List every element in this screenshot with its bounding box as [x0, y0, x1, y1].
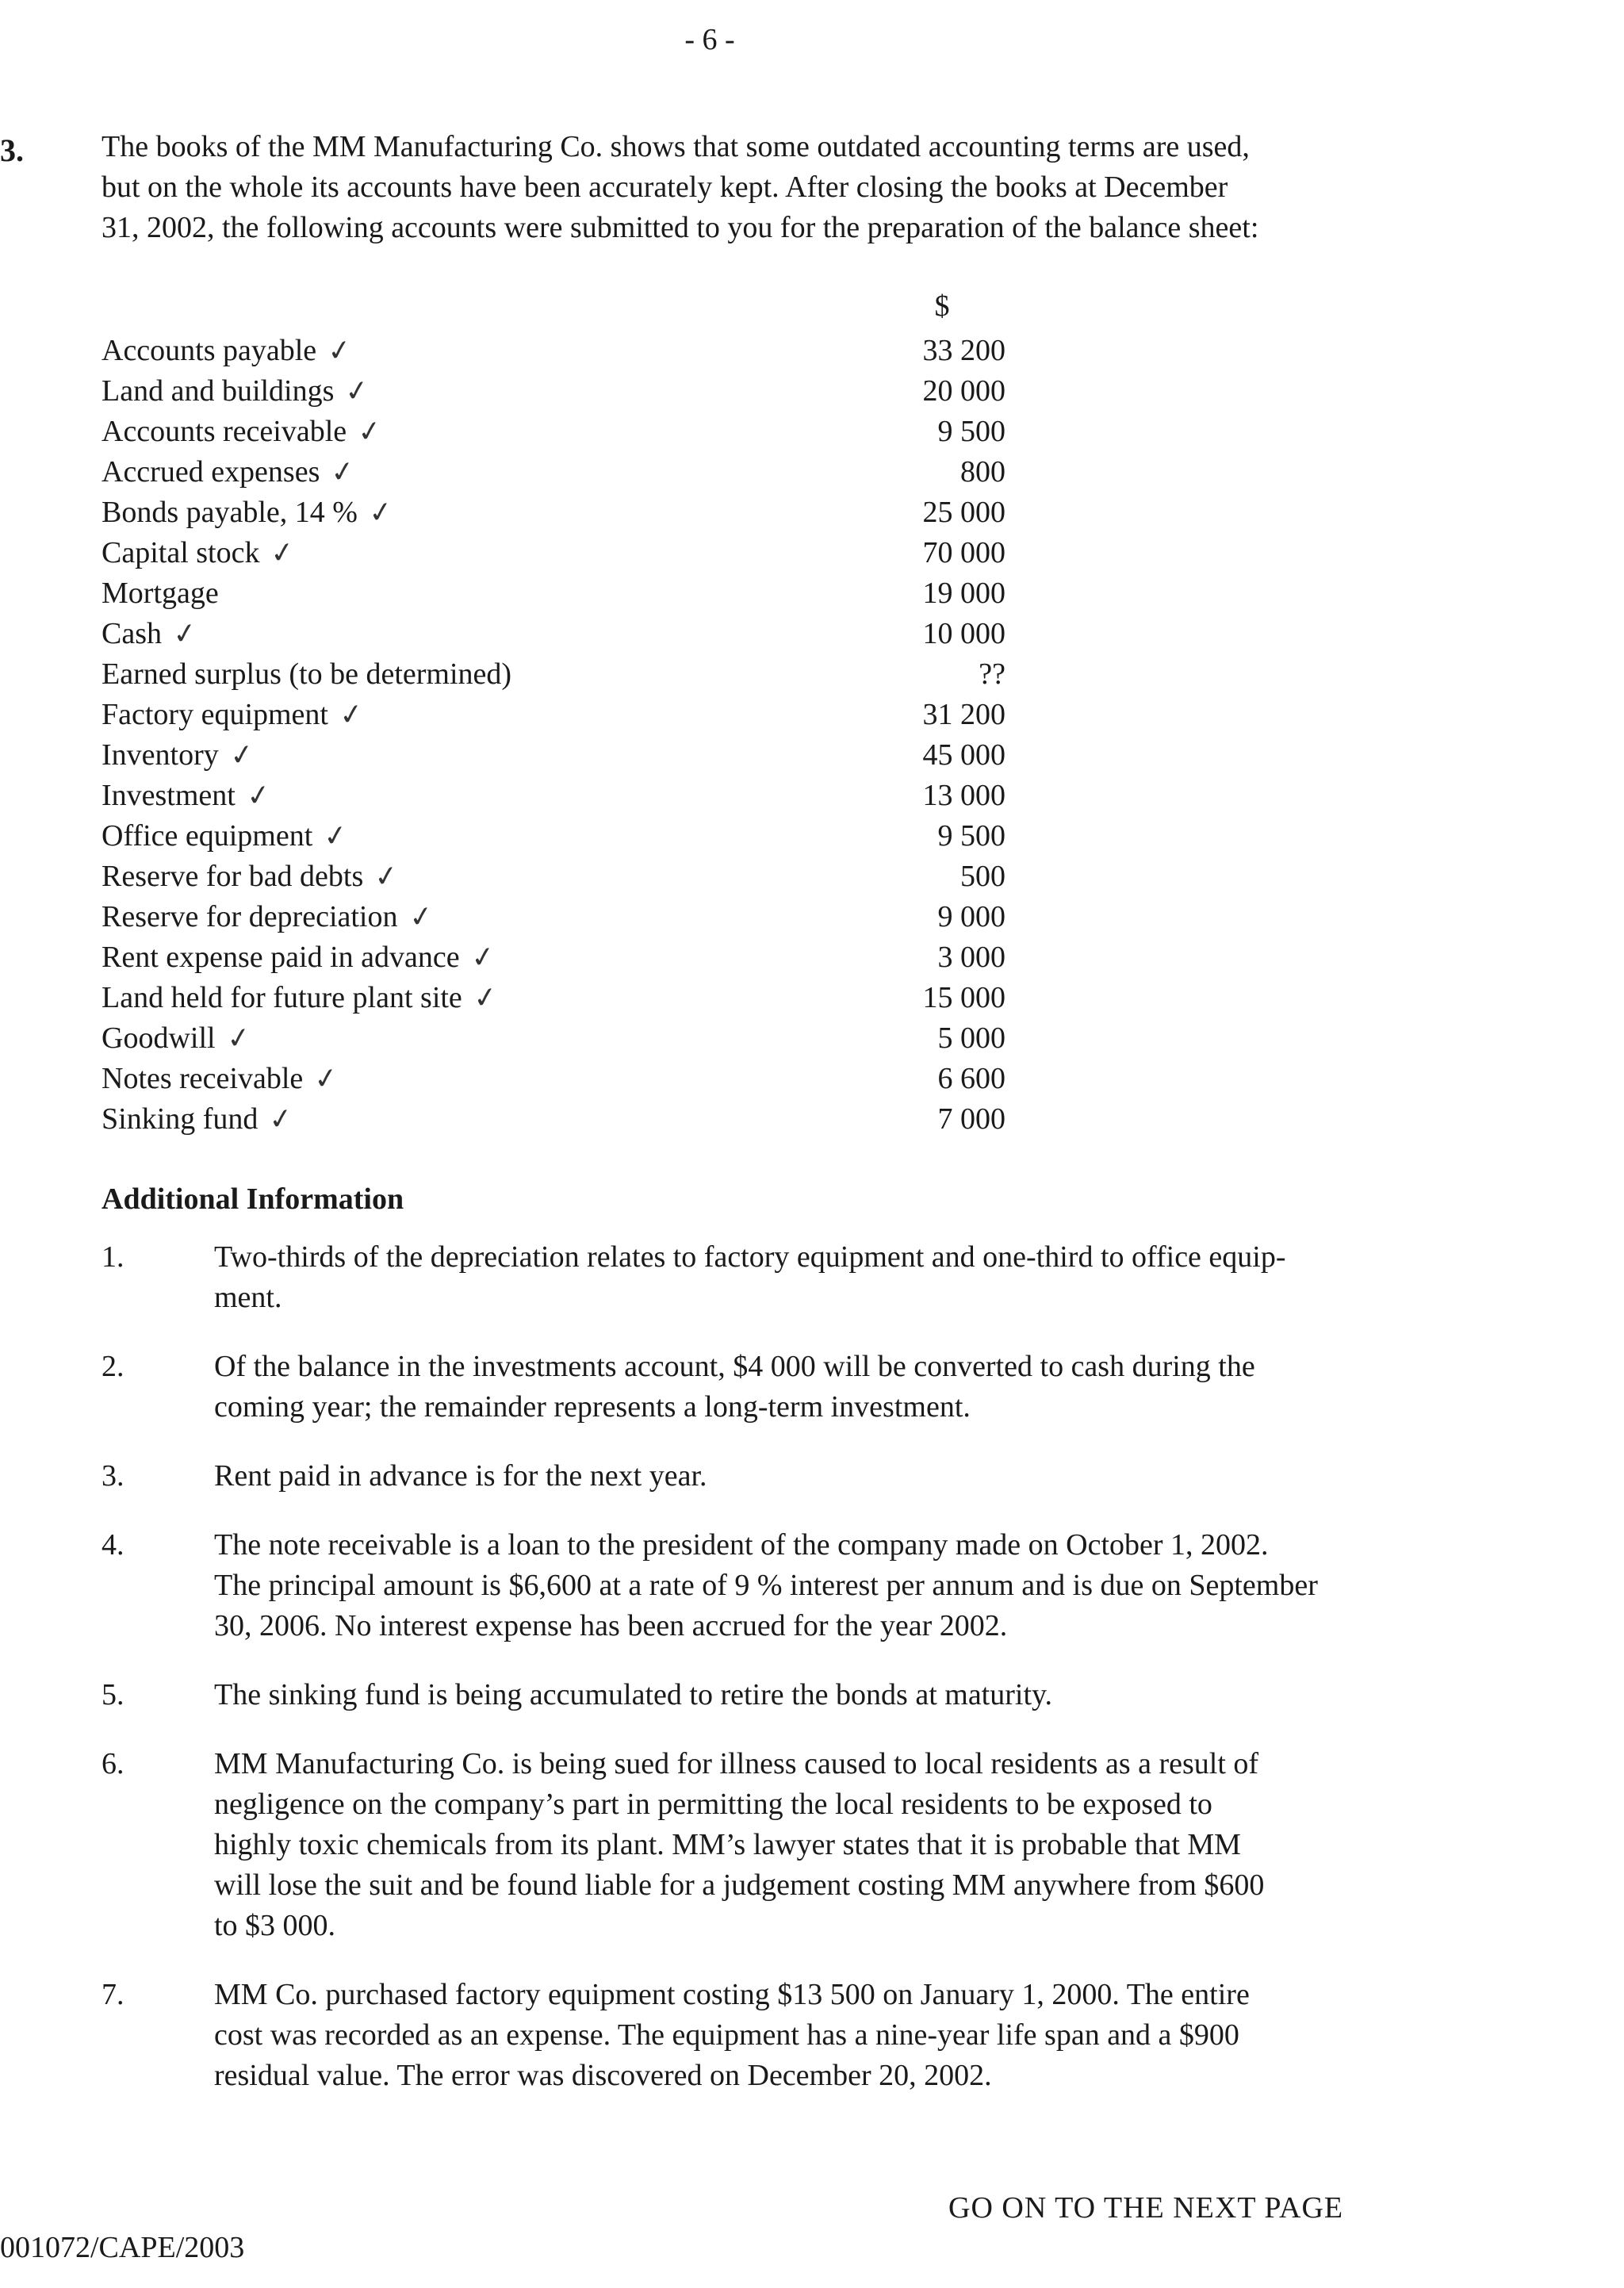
account-name	[102, 858, 401, 894]
account-row	[102, 653, 1005, 694]
account-amount: 45 000	[922, 738, 1005, 772]
account-label: Sinking fund	[102, 1102, 259, 1136]
check-mark-icon: ✓	[337, 696, 366, 732]
account-label: Rent expense paid in advance	[102, 940, 460, 974]
check-mark-icon: ✓	[328, 454, 358, 489]
account-row	[102, 492, 1005, 532]
account-label: Goodwill	[102, 1021, 216, 1055]
account-label: Accrued expenses	[102, 454, 320, 489]
account-row	[102, 370, 1005, 411]
check-mark-icon: ✓	[325, 332, 354, 368]
account-row	[102, 1098, 1005, 1139]
account-label: Capital stock	[102, 535, 260, 569]
currency-symbol: $	[934, 289, 950, 323]
info-number: 4.	[102, 1528, 124, 1562]
check-mark-icon: ✓	[406, 899, 435, 934]
account-name	[102, 940, 495, 975]
account-row	[102, 613, 1005, 653]
account-amount: 9 000	[937, 899, 1005, 933]
account-label: Investment	[102, 778, 236, 812]
account-name	[102, 738, 254, 772]
account-amount: 33 200	[922, 333, 1005, 367]
account-amount: 25 000	[922, 495, 1005, 529]
account-name	[102, 657, 511, 692]
account-label: Earned surplus (to be determined)	[102, 657, 512, 691]
account-list	[102, 330, 1005, 1139]
info-line: highly toxic chemicals from its plant. MM’s lawyer states that it is probable that MM	[214, 1828, 1241, 1861]
intro-line: The books of the MM Manufacturing Co. shows that some outdated accounting terms are used,	[102, 130, 1250, 163]
next-page-notice: GO ON TO THE NEXT PAGE	[948, 2191, 1344, 2225]
info-line: MM Manufacturing Co. is being sued for illness caused to local residents as a result of	[214, 1747, 1259, 1780]
account-row	[102, 411, 1005, 451]
account-label: Accounts payable	[102, 333, 317, 367]
intro-line: 31, 2002, the following accounts were submitted to you for the preparation of the balance sheet:	[102, 211, 1259, 244]
info-number: 2.	[102, 1350, 124, 1383]
account-row	[102, 694, 1005, 734]
account-row	[102, 330, 1005, 370]
account-label: Bonds payable, 14 %	[102, 495, 358, 529]
info-line: Of the balance in the investments account, $4 000 will be converted to cash during the	[214, 1350, 1255, 1383]
account-name	[102, 1021, 251, 1056]
intro-line: but on the whole its accounts have been accurately kept. After closing the books at December	[102, 171, 1228, 204]
info-text	[214, 1675, 1450, 1715]
additional-info-heading: Additional Information	[102, 1182, 404, 1216]
account-row	[102, 775, 1005, 815]
account-name	[102, 696, 366, 732]
account-label: Land held for future plant site	[102, 980, 462, 1014]
account-row	[102, 856, 1005, 896]
account-label: Mortgage	[102, 576, 219, 610]
check-mark-icon: ✓	[366, 494, 395, 530]
check-mark-icon: ✓	[312, 1060, 341, 1096]
account-name	[102, 495, 393, 530]
currency-header	[823, 289, 982, 324]
info-text	[214, 1744, 1450, 1946]
exam-code: 001072/CAPE/2003	[0, 2231, 245, 2264]
account-label: Land and buildings	[102, 374, 335, 408]
check-mark-icon: ✓	[224, 1020, 253, 1056]
account-amount: 3 000	[937, 940, 1005, 974]
account-name	[102, 332, 354, 368]
account-label: Inventory	[102, 738, 219, 772]
info-item	[102, 1237, 1450, 1318]
info-line: negligence on the company’s part in permitting the local residents to be exposed to	[214, 1788, 1212, 1821]
info-number: 7.	[102, 1978, 124, 2011]
account-row	[102, 815, 1005, 856]
info-text	[214, 1456, 1450, 1497]
account-name	[102, 818, 350, 853]
info-text	[214, 1975, 1450, 2096]
account-amount: 500	[960, 859, 1005, 893]
check-mark-icon: ✓	[471, 979, 500, 1015]
info-text	[214, 1347, 1450, 1428]
check-mark-icon: ✓	[321, 818, 350, 853]
info-text	[214, 1237, 1450, 1318]
account-name	[102, 979, 500, 1015]
info-line: to $3 000.	[214, 1909, 336, 1942]
info-line: coming year; the remainder represents a long-term investment.	[214, 1390, 971, 1424]
info-line: residual value. The error was discovered on December 20, 2002.	[214, 2059, 992, 2092]
info-number: 1.	[102, 1240, 124, 1274]
account-label: Reserve for bad debts	[102, 859, 364, 893]
check-mark-icon: ✓	[372, 858, 401, 894]
page-number: - 6 -	[684, 23, 735, 56]
account-name	[102, 535, 295, 570]
account-name	[102, 616, 197, 651]
question-number: 3.	[0, 132, 24, 168]
info-line: Two-thirds of the depreciation relates to factory equipment and one-third to office equip-	[214, 1240, 1286, 1274]
info-item	[102, 1675, 1450, 1715]
account-label: Cash	[102, 616, 162, 650]
account-amount: 10 000	[922, 616, 1005, 650]
account-name	[102, 899, 433, 934]
info-line: The sinking fund is being accumulated to retire the bonds at maturity.	[214, 1678, 1053, 1711]
info-line: cost was recorded as an expense. The equipment has a nine-year life span and a $900	[214, 2018, 1239, 2052]
account-row	[102, 977, 1005, 1018]
check-mark-icon: ✓	[468, 939, 497, 975]
check-mark-icon: ✓	[228, 737, 256, 772]
check-mark-icon: ✓	[266, 1101, 296, 1136]
info-line: Rent paid in advance is for the next year.	[214, 1459, 707, 1493]
account-amount: 15 000	[922, 980, 1005, 1014]
account-name	[102, 1101, 296, 1136]
account-name	[102, 1060, 341, 1096]
account-amount: 20 000	[922, 374, 1005, 408]
account-name	[102, 777, 273, 813]
info-line: The note receivable is a loan to the president of the company made on October 1, 2002.	[214, 1528, 1269, 1562]
account-amount: 13 000	[922, 778, 1005, 812]
info-number: 3.	[102, 1459, 124, 1493]
account-amount: 9 500	[937, 818, 1005, 853]
info-line: ment.	[214, 1281, 282, 1314]
account-amount: 70 000	[922, 535, 1005, 569]
account-name	[102, 413, 384, 449]
check-mark-icon: ✓	[343, 373, 372, 408]
account-name	[102, 454, 358, 489]
account-row	[102, 1058, 1005, 1098]
account-label: Accounts receivable	[102, 414, 347, 448]
additional-info-list	[102, 1237, 1450, 2125]
account-label: Reserve for depreciation	[102, 899, 398, 933]
info-item	[102, 1975, 1450, 2096]
info-line: The principal amount is $6,600 at a rate of 9 % interest per annum and is due on September	[214, 1569, 1318, 1602]
account-name	[102, 576, 219, 611]
account-row	[102, 937, 1005, 977]
info-item	[102, 1347, 1450, 1428]
account-name	[102, 374, 370, 408]
account-amount: ??	[979, 657, 1005, 691]
account-row	[102, 573, 1005, 613]
info-number: 5.	[102, 1678, 124, 1711]
account-row	[102, 532, 1005, 573]
account-row	[102, 451, 1005, 492]
account-label: Notes receivable	[102, 1061, 304, 1095]
account-amount: 7 000	[937, 1102, 1005, 1136]
check-mark-icon: ✓	[170, 615, 199, 651]
account-amount: 6 600	[937, 1061, 1005, 1095]
account-amount: 31 200	[922, 697, 1005, 731]
account-amount: 9 500	[937, 414, 1005, 448]
check-mark-icon: ✓	[244, 777, 273, 813]
account-amount: 800	[960, 454, 1005, 489]
info-item	[102, 1744, 1450, 1946]
info-line: MM Co. purchased factory equipment costing $13 500 on January 1, 2000. The entire	[214, 1978, 1250, 2011]
account-row	[102, 896, 1005, 937]
account-row	[102, 1018, 1005, 1058]
info-item	[102, 1456, 1450, 1497]
account-label: Office equipment	[102, 818, 313, 853]
account-amount: 19 000	[922, 576, 1005, 610]
info-line: 30, 2006. No interest expense has been accrued for the year 2002.	[214, 1609, 1008, 1642]
info-line: will lose the suit and be found liable for a judgement costing MM anywhere from $600	[214, 1868, 1265, 1902]
account-amount: 5 000	[937, 1021, 1005, 1055]
info-item	[102, 1525, 1450, 1646]
info-number: 6.	[102, 1747, 124, 1780]
info-text	[214, 1525, 1450, 1646]
check-mark-icon: ✓	[268, 535, 297, 570]
account-label: Factory equipment	[102, 697, 328, 731]
question-intro	[102, 127, 1450, 248]
check-mark-icon: ✓	[355, 413, 384, 449]
account-row	[102, 734, 1005, 775]
